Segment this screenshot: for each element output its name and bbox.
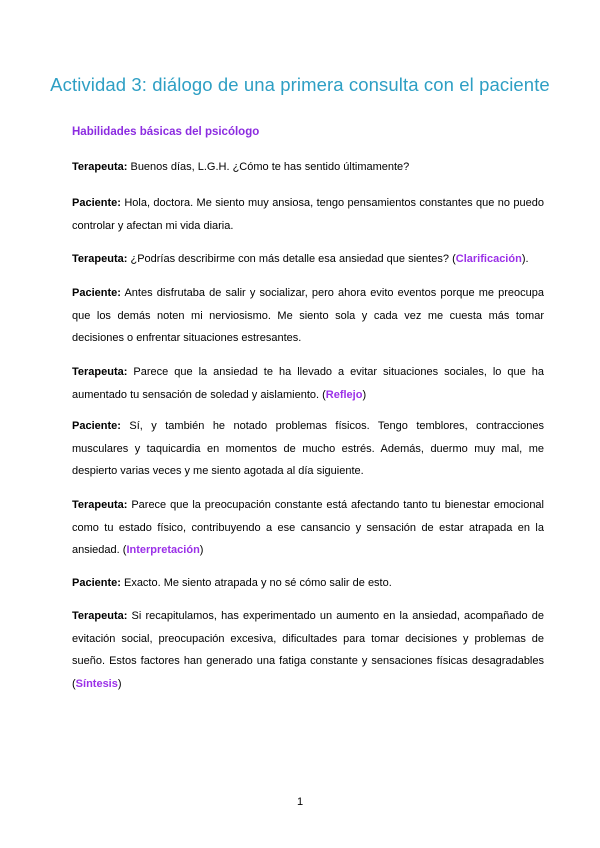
dialogue-turn xyxy=(72,572,544,595)
technique-tag: Síntesis xyxy=(75,677,118,690)
technique-tag: Interpretación xyxy=(126,544,200,556)
speaker-label: Terapeuta: xyxy=(72,499,128,511)
dialogue-text: Parece que la ansiedad te ha llevado a evitar situaciones sociales, lo que ha aumentado tu sensación de soledad y aislamiento. xyxy=(72,366,544,401)
dialogue-turn xyxy=(72,361,544,406)
tag-close: ) xyxy=(362,388,367,401)
dialogue-turn xyxy=(72,192,544,237)
tag-close: ) xyxy=(117,677,122,690)
speaker-label: Paciente: xyxy=(72,577,121,589)
dialogue-text: Exacto. Me siento atrapada y no sé cómo salir de esto. xyxy=(120,577,392,589)
tag-open: ( xyxy=(452,253,456,265)
technique-tag: Reflejo xyxy=(325,388,363,401)
page-number: 1 xyxy=(296,796,304,808)
dialogue-text: Sí, y también he notado problemas físicos. Tengo temblores, contracciones musculares y taquicardia en momentos de mucho estrés. Además, duermo muy mal, me despierto varias veces y me siento agotada al día siguiente. xyxy=(72,420,544,477)
dialogue-text: Si recapitulamos, has experimentado un aumento en la ansiedad, acompañado de evitación social, preocupación excesiva, dificultades para tomar decisiones y problemas de sueño. Estos factores han generado una fatiga constante y sensaciones físicas desagradables xyxy=(72,610,544,667)
speaker-label: Terapeuta: xyxy=(72,366,128,378)
section-heading: Habilidades básicas del psicólogo xyxy=(72,126,260,138)
dialogue-turn xyxy=(72,605,544,695)
speaker-label: Terapeuta: xyxy=(72,610,128,622)
document-title: Actividad 3: diálogo de una primera consulta con el paciente xyxy=(50,74,550,95)
dialogue-text: Buenos días, L.G.H. ¿Cómo te has sentido últimamente? xyxy=(127,161,410,173)
tag-close: ) xyxy=(199,544,204,556)
dialogue-turn xyxy=(72,494,544,562)
speaker-label: Terapeuta: xyxy=(72,253,128,265)
dialogue-text: Parece que la preocupación constante está afectando tanto tu bienestar emocional como tu estado físico, contribuyendo a ese cansancio y sensación de estar atrapada en la ansiedad. xyxy=(72,499,544,556)
technique-tag: Clarificación xyxy=(455,253,522,265)
dialogue-turn xyxy=(72,248,544,271)
dialogue-text: ¿Podrías describirme con más detalle esa ansiedad que sientes? xyxy=(127,253,453,265)
dialogue-turn xyxy=(72,415,544,483)
speaker-label: Paciente: xyxy=(72,197,121,209)
tag-open: ( xyxy=(72,677,76,690)
dialogue-text: Hola, doctora. Me siento muy ansiosa, tengo pensamientos constantes que no puedo controlar y afectan mi vida diaria. xyxy=(72,197,544,232)
dialogue-turn xyxy=(72,156,544,179)
tag-close: ). xyxy=(521,253,529,265)
speaker-label: Paciente: xyxy=(72,287,121,299)
dialogue-text: Antes disfrutaba de salir y socializar, pero ahora evito eventos porque me preocupa que los demás noten mi nerviosismo. Me siento sola y cada vez me cuesta más tomar decisiones o enfrentar situaciones estresantes. xyxy=(72,287,544,344)
speaker-label: Paciente: xyxy=(72,420,121,432)
dialogue-turn xyxy=(72,282,544,350)
tag-open: ( xyxy=(122,544,127,556)
tag-open: ( xyxy=(322,388,326,401)
speaker-label: Terapeuta: xyxy=(72,161,128,173)
